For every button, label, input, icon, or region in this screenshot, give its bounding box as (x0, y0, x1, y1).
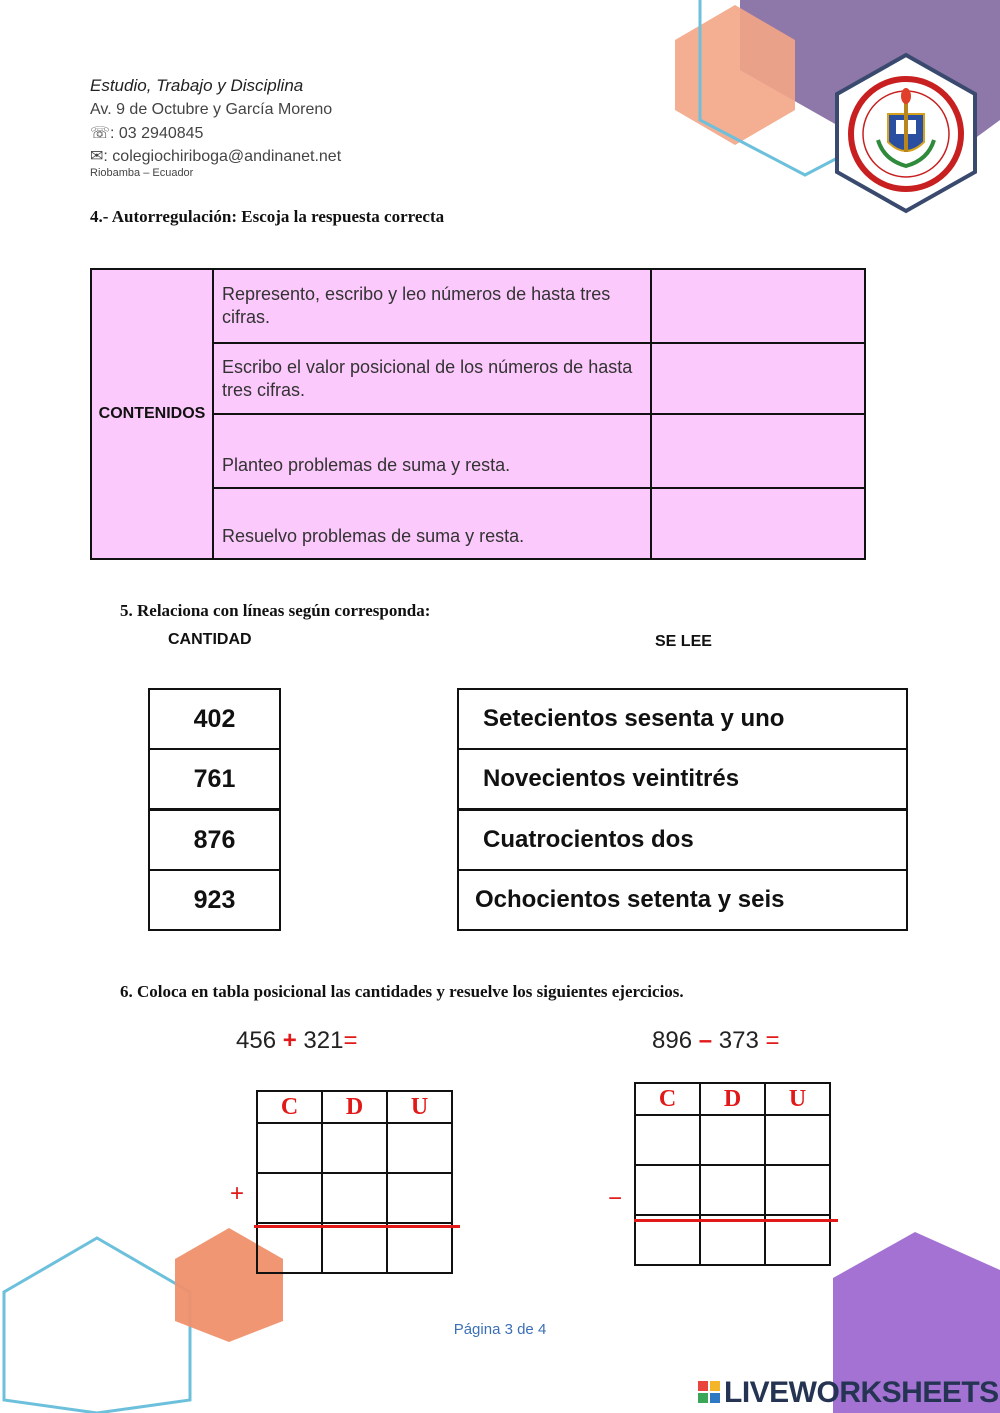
digit-cell[interactable] (387, 1173, 452, 1223)
digit-cell[interactable] (322, 1173, 387, 1223)
minus-operator: − (608, 1185, 623, 1212)
reading-box[interactable]: Ochocientos setenta y seis (457, 869, 908, 931)
column-header: U (765, 1083, 830, 1115)
cantidad-header: CANTIDAD (168, 631, 252, 648)
answer-cell[interactable] (651, 269, 865, 343)
liveworksheets-logo-icon (698, 1381, 720, 1403)
column-header: D (322, 1091, 387, 1123)
column-header: C (257, 1091, 322, 1123)
digit-cell[interactable] (322, 1123, 387, 1173)
subtraction-equation: 896 – 373 = (652, 1027, 780, 1054)
quantity-box[interactable]: 923 (148, 869, 281, 931)
equals-sign: = (343, 1027, 358, 1054)
quantity-box[interactable]: 876 (148, 809, 281, 871)
plus-sign: + (282, 1027, 297, 1054)
school-city: Riobamba – Ecuador (90, 167, 194, 179)
school-email: ✉: colegiochiriboga@andinanet.net (90, 148, 342, 165)
result-cell[interactable] (635, 1215, 700, 1265)
result-cell[interactable] (322, 1223, 387, 1273)
addition-equation: 456 + 321= (236, 1027, 358, 1054)
content-item: Represento, escribo y leo números de hasta tres cifras. (213, 269, 651, 343)
answer-cell[interactable] (651, 343, 865, 414)
result-cell[interactable] (765, 1215, 830, 1265)
table-row (91, 269, 865, 343)
digit-cell[interactable] (257, 1173, 322, 1223)
envelope-icon: ✉ (90, 148, 104, 165)
digit-cell[interactable] (765, 1165, 830, 1215)
column-header: D (700, 1083, 765, 1115)
column-header: U (387, 1091, 452, 1123)
result-cell[interactable] (387, 1223, 452, 1273)
result-cell[interactable] (257, 1223, 322, 1273)
page-number: Página 3 de 4 (453, 1321, 547, 1338)
digit-cell[interactable] (700, 1165, 765, 1215)
quantity-box[interactable]: 402 (148, 688, 281, 750)
place-value-table-addition (256, 1090, 453, 1274)
section5-title: 5. Relaciona con líneas según corresponda: (120, 601, 431, 620)
reading-box[interactable]: Novecientos veintitrés (457, 748, 908, 810)
quantity-box[interactable]: 761 (148, 748, 281, 810)
digit-cell[interactable] (635, 1115, 700, 1165)
school-seal (834, 52, 978, 214)
section6-title: 6. Coloca en tabla posicional las cantidades y resuelve los siguientes ejercicios. (120, 982, 684, 1001)
reading-box[interactable]: Cuatrocientos dos (457, 809, 908, 871)
minus-sign: – (698, 1027, 713, 1054)
digit-cell[interactable] (257, 1123, 322, 1173)
column-header: C (635, 1083, 700, 1115)
sum-line (254, 1225, 460, 1228)
plus-operator: + (230, 1180, 245, 1207)
self-assessment-table (90, 268, 866, 560)
digit-cell[interactable] (635, 1165, 700, 1215)
school-phone: ☏: 03 2940845 (90, 125, 204, 142)
digit-cell[interactable] (387, 1123, 452, 1173)
content-item: Planteo problemas de suma y resta. (213, 414, 651, 488)
result-cell[interactable] (700, 1215, 765, 1265)
digit-cell[interactable] (765, 1115, 830, 1165)
content-item: Escribo el valor posicional de los números de hasta tres cifras. (213, 343, 651, 414)
contenidos-label: CONTENIDOS (91, 269, 213, 559)
school-motto: Estudio, Trabajo y Disciplina (90, 76, 304, 95)
answer-cell[interactable] (651, 414, 865, 488)
reading-box[interactable]: Setecientos sesenta y uno (457, 688, 908, 750)
equals-sign: = (765, 1027, 780, 1054)
liveworksheets-brand[interactable]: LIVEWORKSHEETS (724, 1376, 999, 1409)
school-address: Av. 9 de Octubre y García Moreno (90, 101, 333, 118)
section4-title: 4.- Autorregulación: Escoja la respuesta correcta (90, 207, 445, 226)
place-value-table-subtraction (634, 1082, 831, 1266)
phone-icon: ☏ (90, 125, 111, 142)
answer-cell[interactable] (651, 488, 865, 559)
difference-line (634, 1219, 838, 1222)
content-item: Resuelvo problemas de suma y resta. (213, 488, 651, 559)
se-lee-header: SE LEE (655, 633, 712, 650)
digit-cell[interactable] (700, 1115, 765, 1165)
